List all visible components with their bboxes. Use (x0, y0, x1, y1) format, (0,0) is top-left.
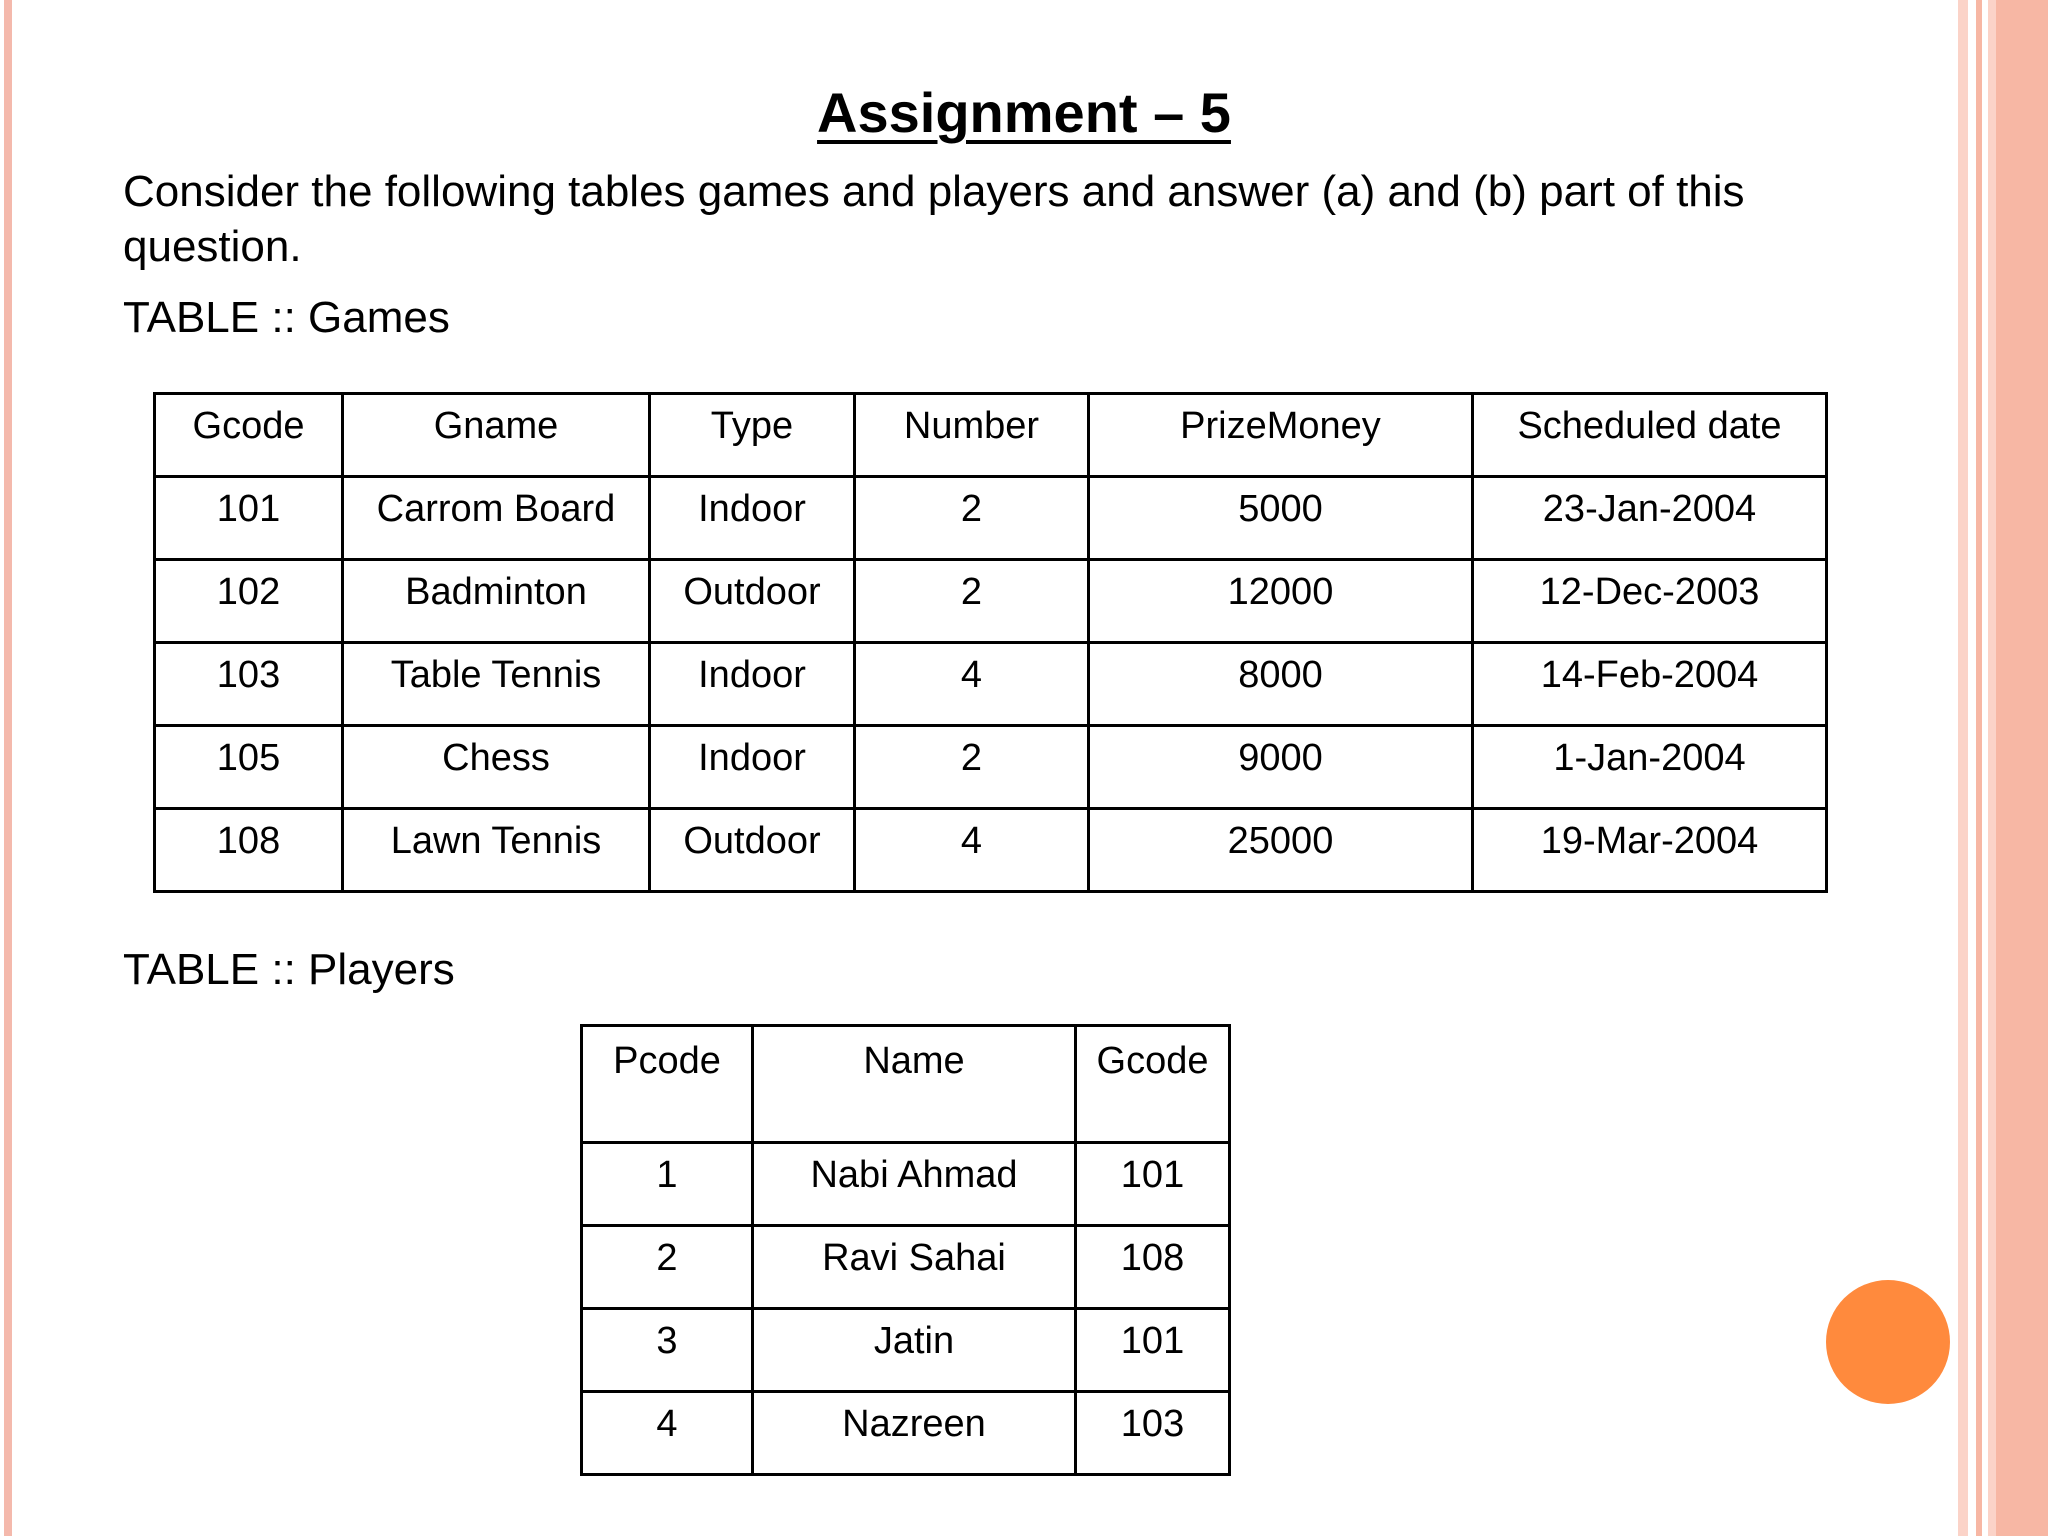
players-header-cell (1076, 1026, 1230, 1143)
table-row (582, 1143, 1230, 1226)
table-cell: Nazreen (753, 1392, 1076, 1475)
games-table (153, 392, 1828, 893)
table-cell: 101 (155, 477, 343, 560)
games-header-cell: Gname (343, 394, 650, 477)
players-table-caption: TABLE :: Players (123, 945, 455, 994)
table-cell: Indoor (650, 643, 855, 726)
table-cell: 101 (1076, 1143, 1230, 1226)
games-header-cell: Type (650, 394, 855, 477)
players-header-cell: Name (753, 1026, 1076, 1143)
table-cell: Outdoor (650, 560, 855, 643)
table-cell: 103 (1076, 1392, 1230, 1475)
table-cell: Ravi Sahai (753, 1226, 1076, 1309)
table-cell: 105 (155, 726, 343, 809)
right-border-band (1996, 0, 2048, 1536)
table-cell: 25000 (1089, 809, 1473, 892)
table-cell: 12-Dec-2003 (1473, 560, 1827, 643)
decorative-orange-circle (1826, 1280, 1950, 1404)
left-border-stripe (4, 0, 12, 1536)
table-cell: 1-Jan-2004 (1473, 726, 1827, 809)
table-cell: 102 (155, 560, 343, 643)
intro-text: Consider the following tables games and players and answer (a) and (b) part of this question. (123, 167, 1745, 271)
right-border-band (1976, 0, 1982, 1536)
table-cell: 2 (855, 726, 1089, 809)
table-cell: 2 (582, 1226, 753, 1309)
table-cell: 103 (155, 643, 343, 726)
table-cell: 2 (855, 477, 1089, 560)
table-row (155, 643, 1827, 726)
table-cell: 101 (1076, 1309, 1230, 1392)
right-border-band (1988, 0, 1996, 1536)
table-cell: 108 (155, 809, 343, 892)
table-cell: 8000 (1089, 643, 1473, 726)
table-cell: Indoor (650, 726, 855, 809)
table-cell: 4 (582, 1392, 753, 1475)
table-cell: Nabi Ahmad (753, 1143, 1076, 1226)
games-header-cell: Gcode (155, 394, 343, 477)
table-row (582, 1392, 1230, 1475)
table-cell: 3 (582, 1309, 753, 1392)
table-cell: 5000 (1089, 477, 1473, 560)
players-header-gcode: Gcode (1096, 1040, 1209, 1082)
table-cell: Carrom Board (343, 477, 650, 560)
table-cell: 19-Mar-2004 (1473, 809, 1827, 892)
games-header-cell: Scheduled date (1473, 394, 1827, 477)
players-table (580, 1024, 1231, 1476)
table-cell: Outdoor (650, 809, 855, 892)
table-cell: 9000 (1089, 726, 1473, 809)
table-row (582, 1309, 1230, 1392)
right-border-band (1958, 0, 1968, 1536)
table-cell: 14-Feb-2004 (1473, 643, 1827, 726)
table-cell: 4 (855, 643, 1089, 726)
games-header-cell: PrizeMoney (1089, 394, 1473, 477)
table-cell: Badminton (343, 560, 650, 643)
players-header-cell: Pcode (582, 1026, 753, 1143)
slide-title-text: Assignment – 5 (817, 81, 1231, 144)
table-cell: 2 (855, 560, 1089, 643)
table-row (155, 809, 1827, 892)
table-cell: Indoor (650, 477, 855, 560)
table-cell: 12000 (1089, 560, 1473, 643)
table-row (155, 560, 1827, 643)
games-header-cell: Number (855, 394, 1089, 477)
games-header-row (155, 394, 1827, 477)
players-header-row (582, 1026, 1230, 1143)
table-cell: Chess (343, 726, 650, 809)
table-row (155, 726, 1827, 809)
table-row (155, 477, 1827, 560)
table-cell: 4 (855, 809, 1089, 892)
games-table-caption: TABLE :: Games (123, 293, 450, 342)
table-cell: 1 (582, 1143, 753, 1226)
table-row (582, 1226, 1230, 1309)
table-cell: Table Tennis (343, 643, 650, 726)
table-cell: 108 (1076, 1226, 1230, 1309)
table-cell: 23-Jan-2004 (1473, 477, 1827, 560)
table-cell: Jatin (753, 1309, 1076, 1392)
slide-title (0, 80, 2048, 145)
table-cell: Lawn Tennis (343, 809, 650, 892)
